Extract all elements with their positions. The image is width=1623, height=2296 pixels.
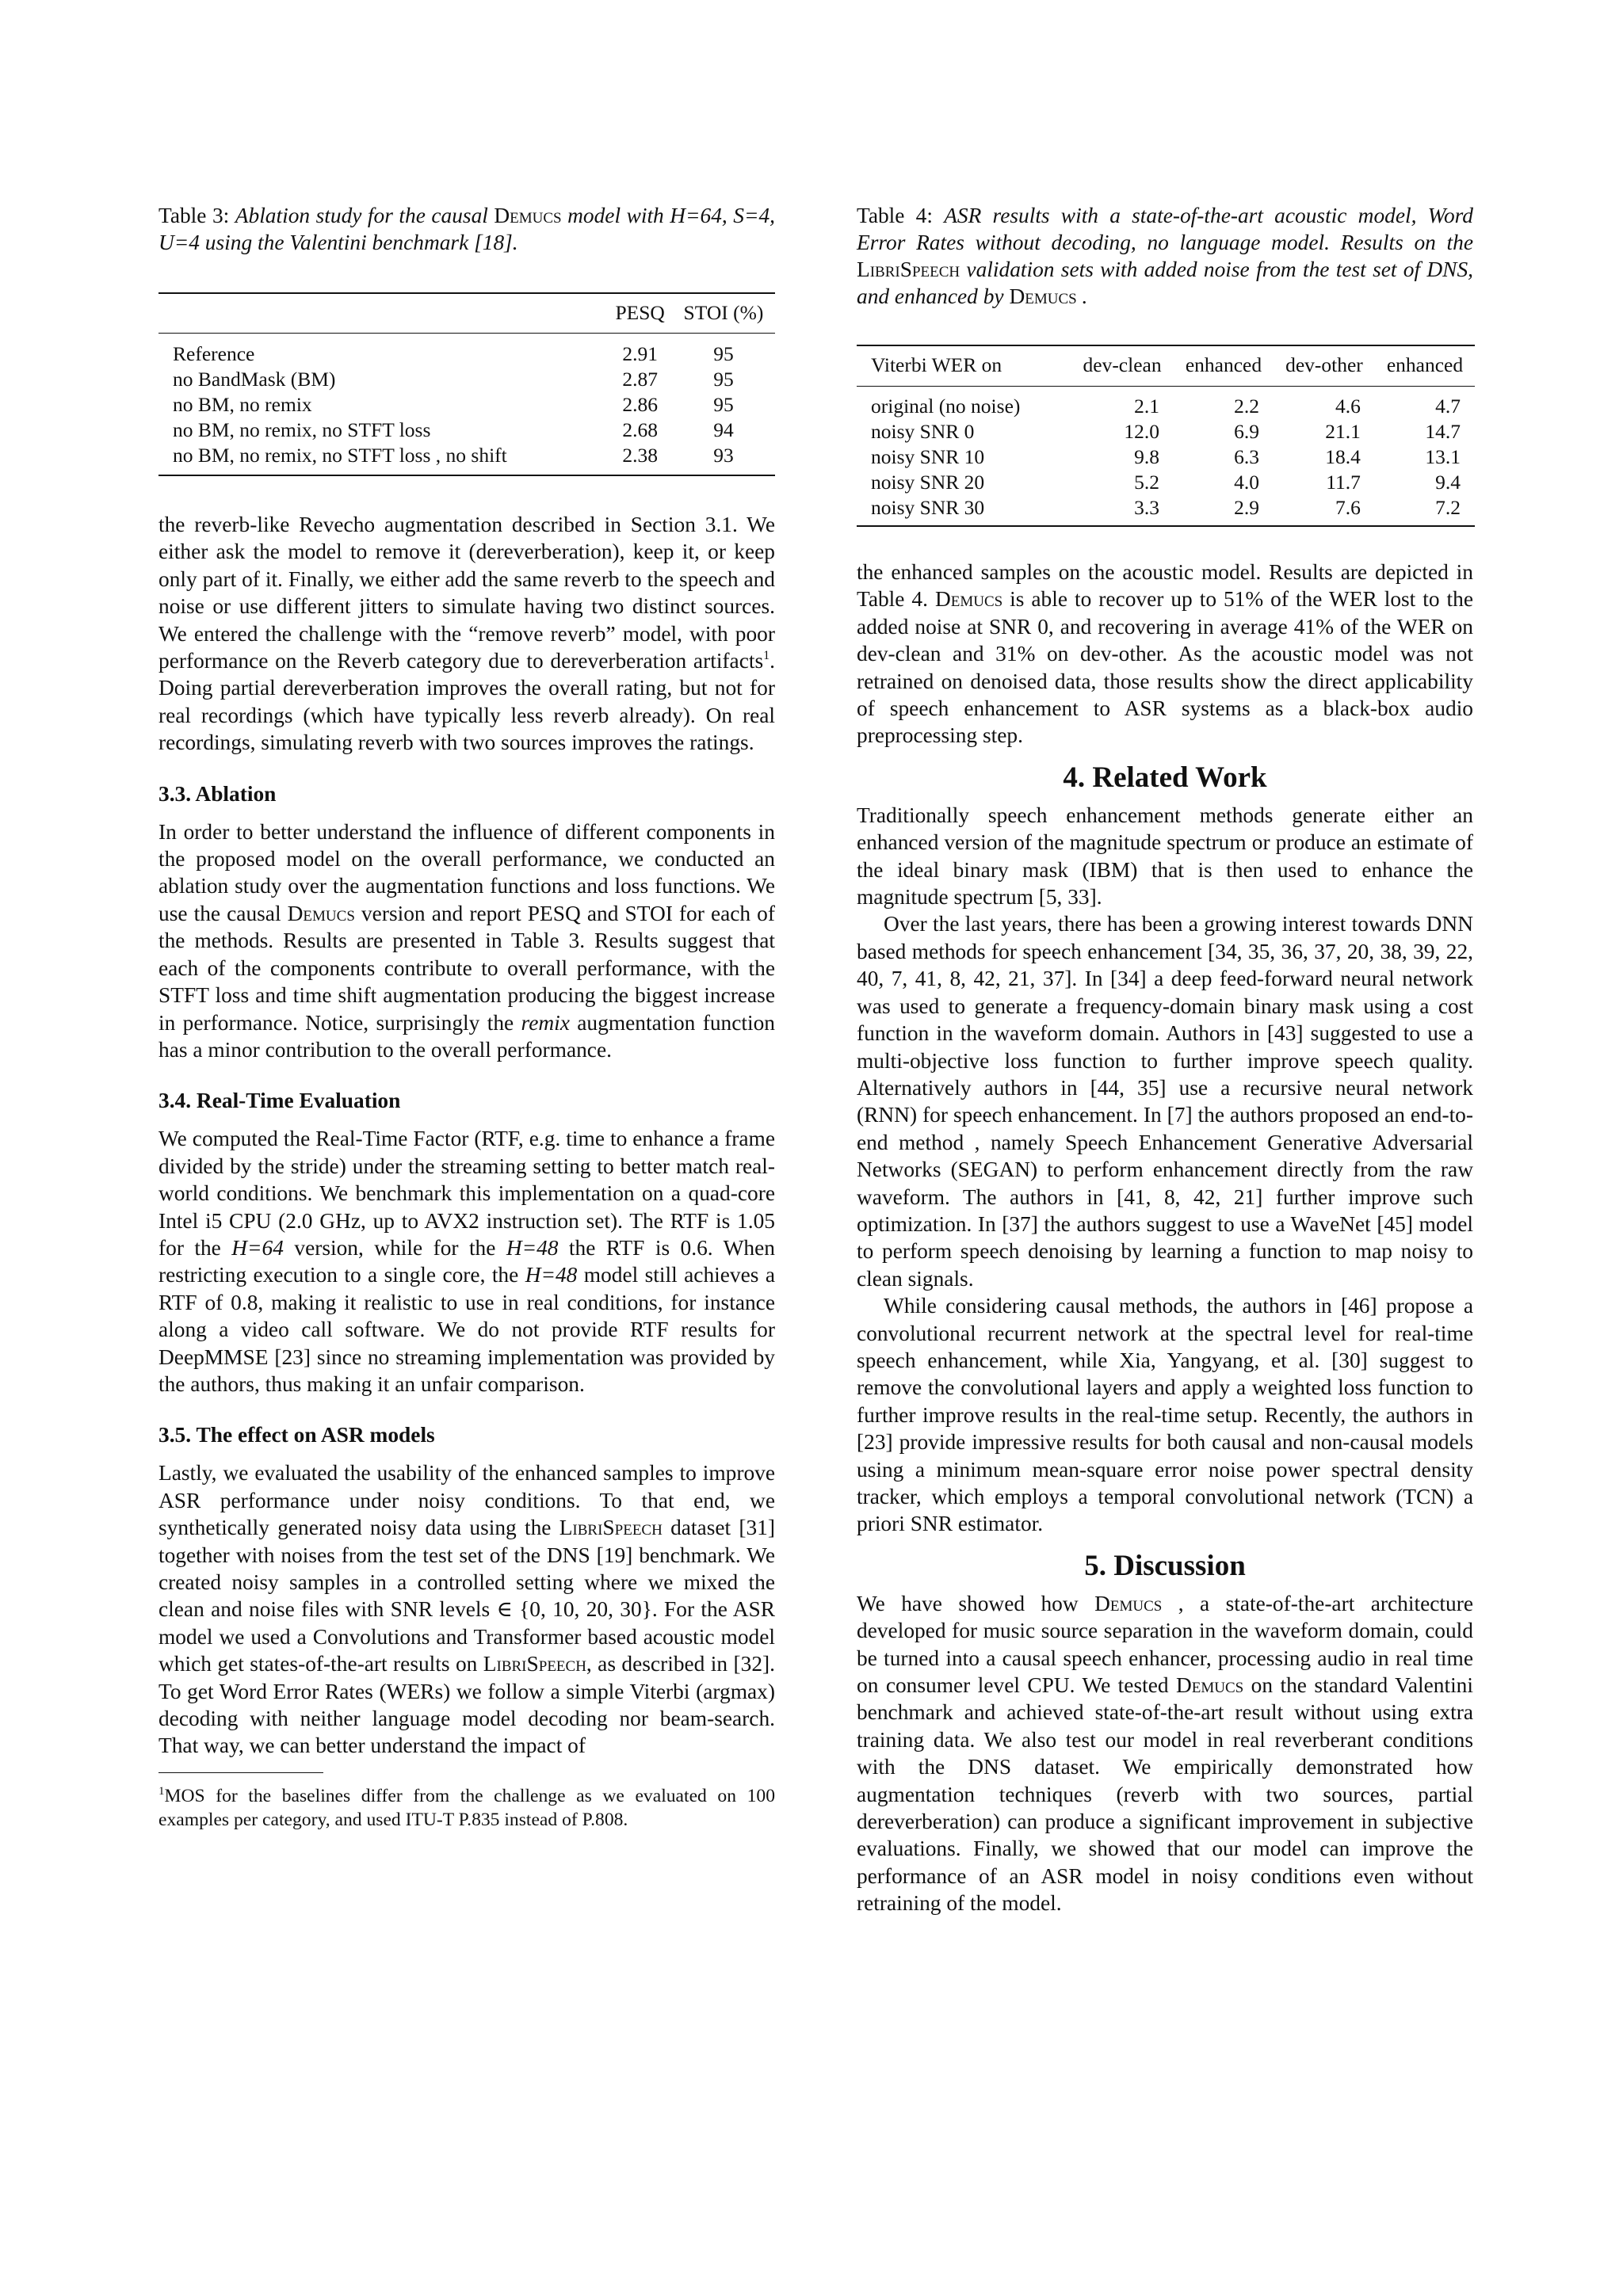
table3-row — [158, 367, 775, 392]
table4-row — [857, 495, 1475, 526]
table3-row — [158, 418, 775, 443]
librispeech-name: LibriSpeech — [559, 1516, 663, 1540]
table4-row — [857, 444, 1475, 470]
footnote-number: 1 — [158, 1784, 165, 1798]
asr-cont-text-1: the enhanced samples on the acoustic model. Results are depicted in Table 4. — [857, 560, 1473, 612]
table4-cell: 13.1 — [1425, 445, 1461, 468]
table4-header-enhanced-clean: enhanced — [1174, 345, 1274, 387]
table4-caption — [857, 202, 1473, 310]
paragraph-reverb-text: the reverb-like Revecho augmentation described in Section 3.1. We either ask the model to remove it (dereverberation), keep it, or keep only part of it. Finally, we either add the same reverb to the speech and noise or use different jitters to simulate having two distinct sources. We entered the challenge with the “remove reverb” model, with poor performance on the Reverb category due to dereverberation artifacts — [158, 513, 775, 673]
table3-header-pesq: PESQ — [608, 293, 671, 334]
table4-cell: 14.7 — [1425, 420, 1461, 443]
demucs-name-2: Demucs — [934, 587, 1003, 612]
asr-text-2: dataset [31] together with noises from the test set of the DNS [19] benchmark. We created noisy samples in a controlled setting where we mixed the clean and noise files with SNR levels ∈ {0, 10, 20, 30}. For the ASR model we used a Convolutions and Transformer based acoustic model which get states-of-the-art results on — [158, 1516, 775, 1676]
table3-caption-text: Ablation study for the causal Demucs model with H=64, S=4, U=4 using the Valentini benchmark [18]. — [158, 204, 776, 254]
table4-cell: noisy SNR 20 — [871, 471, 985, 494]
table4-cell: 11.7 — [1326, 471, 1361, 494]
table3-caption-label: Table 3: — [158, 204, 230, 227]
table4-caption-text: ASR results with a state-of-the-art acoustic model, Word Error Rates without decoding, no language model. Results on the LibriSpeech validation sets with added noise from the test set of DNS, and enhanced by Demucs . — [857, 204, 1473, 308]
paragraph-related-1: Traditionally speech enhancement methods generate either an enhanced version of the magnitude spectrum or produce an estimate of the ideal binary mask (IBM) that is then used to enhance the magnitude spectrum [5, 33]. — [857, 803, 1473, 910]
asr-cont-text-2: is able to recover up to 51% of the WER lost to the added noise at SNR 0, and recovering in average 41% of the WER on dev-clean and 31% on dev-other. As the acoustic model was not retrained on denoised data, those results show the direct applicability of speech enhancement to ASR systems as a black-box audio preprocessing step. — [857, 587, 1474, 748]
ablation-text-1: In order to better understand the influence of different components in the proposed model on the overall performance, we conducted an ablation study over the augmentation functions and loss functions. We use the causal — [158, 819, 775, 925]
demucs-name-4: Demucs — [1176, 1673, 1244, 1698]
table4-cell: 4.7 — [1435, 395, 1461, 418]
table4-cell: noisy SNR 30 — [871, 496, 985, 519]
paragraph-real-time — [158, 1125, 775, 1398]
table4-cell: 6.3 — [1234, 445, 1259, 468]
h48-math: H=48 — [506, 1235, 559, 1260]
table3-cell: 2.38 — [622, 444, 658, 467]
footnote-mark: 1 — [763, 649, 770, 663]
table3-caption — [158, 202, 775, 256]
disc-text-1: We have showed how — [857, 1591, 1095, 1615]
table3-cell: 93 — [713, 444, 734, 467]
ablation-text-2: version and report PESQ and STOI for each of the methods. Results are presented in Table 3. Results suggest that each of the components contribute to overall performance, with the STFT loss and time shift augmentation producing the biggest increase in performance. Notice, surprisingly the — [158, 901, 775, 1035]
table4-cell: noisy SNR 10 — [871, 445, 985, 468]
paragraph-reverb — [158, 511, 775, 757]
table4-header-enhanced-other: enhanced — [1375, 345, 1475, 387]
table4-row — [857, 387, 1475, 420]
table4-cell: 4.6 — [1335, 395, 1361, 418]
disc-text-3: on the standard Valentini benchmark and achieved state-of-the-art result without using extra training data. We also test our model in real reverberant conditions with the DNS dataset. We empirically demonstrated how augmentation techniques (reverb with two sources, partial dereverberation) can produce a significant improvement in subjective evaluations. Finally, we showed that our model can improve the performance of an ASR model in noisy conditions even without retraining of the model. — [857, 1673, 1473, 1916]
asr-text-3: , as described in [32]. To get Word Error Rates (WERs) we follow a simple Viterbi (argmax) decoding with neither language model decoding nor beam-search. That way, we can better understand the impact of — [158, 1652, 775, 1758]
table4-header-dev-other: dev-other — [1274, 345, 1375, 387]
table4-cell: 12.0 — [1124, 420, 1159, 443]
heading-real-time: 3.4. Real-Time Evaluation — [158, 1089, 401, 1113]
demucs-name-3: Demucs — [1094, 1591, 1163, 1615]
left-column — [158, 202, 775, 1832]
table3-body — [158, 334, 775, 476]
rt-text-1: We computed the Real-Time Factor (RTF, e.g. time to enhance a frame divided by the stride) under the streaming setting to better match real-world conditions. We benchmark this implementation on a quad-core Intel i5 CPU (2.0 GHz, up to AVX2 instruction set). The RTF is 1.05 for the — [158, 1127, 775, 1260]
paragraph-ablation — [158, 818, 775, 1064]
table4-cell: 3.3 — [1134, 496, 1159, 519]
table4-header-row — [857, 345, 1475, 387]
table3-cell: no BM, no remix — [173, 393, 312, 416]
table3-cell: 2.86 — [622, 393, 658, 416]
right-column — [857, 202, 1473, 1917]
table3-cell: no BandMask (BM) — [173, 368, 336, 391]
table4-row — [857, 470, 1475, 495]
rt-text-2: version, while for the — [283, 1235, 506, 1260]
table3-cell: Reference — [173, 342, 255, 365]
table4-cell: 2.2 — [1234, 395, 1259, 418]
table4-cell: 2.1 — [1134, 395, 1159, 418]
table3 — [158, 292, 775, 476]
remix-term: remix — [521, 1010, 570, 1035]
table3-cell: 95 — [713, 393, 734, 416]
paragraph-related-3: While considering causal methods, the authors in [46] propose a convolutional recurrent network at the spectral level for real-time speech enhancement, while Xia, Yangyang, et al. [30] suggest to remove the convolutional layers and apply a weighted loss function to further improve results in the real-time setup. Recently, the authors in [23] provide impressive results for both causal and non-causal models using a minimum mean-square error noise power spectral density tracker, which employs a temporal convolutional network (TCN) a priori SNR estimator. — [857, 1294, 1473, 1536]
rt-text-4: model still achieves a RTF of 0.8, making it realistic to use in real conditions, for instance along a video call software. We do not provide RTF results for DeepMMSE [23] since no streaming implementation was provided by the authors, thus making it an unfair comparison. — [158, 1263, 775, 1396]
librispeech-name-2: LibriSpeech — [483, 1652, 586, 1676]
table3-cell: 95 — [713, 342, 734, 365]
table4 — [857, 345, 1475, 527]
rt-text-3: the RTF is 0.6. When restricting execution to a single core, the — [158, 1235, 775, 1287]
table3-cell: no BM, no remix, no STFT loss — [173, 418, 431, 441]
table3-row — [158, 334, 775, 368]
paragraph-asr — [158, 1459, 775, 1759]
footnote-text: MOS for the baselines differ from the challenge as we evaluated on 100 examples per category, and used ITU-T P.835 instead of P.808. — [158, 1785, 775, 1830]
heading-discussion: 5. Discussion — [1084, 1549, 1246, 1582]
asr-text-1: Lastly, we evaluated the usability of the enhanced samples to improve ASR performance under noisy conditions. To that end, we synthetically generated noisy data using the — [158, 1461, 775, 1540]
table4-cell: 2.9 — [1234, 496, 1259, 519]
table4-cell: 7.2 — [1435, 496, 1461, 519]
table3-row — [158, 392, 775, 418]
table4-cell: 5.2 — [1134, 471, 1159, 494]
heading-asr: 3.5. The effect on ASR models — [158, 1423, 435, 1447]
table4-cell: 21.1 — [1325, 420, 1361, 443]
paragraph-reverb-end: . Doing partial dereverberation improves the overall rating, but not for real recordings (which have typically less reverb already). On real recordings, simulating reverb with two sources improves the ratings. — [158, 649, 775, 755]
table3-cell: 2.68 — [622, 418, 658, 441]
table4-cell: 4.0 — [1234, 471, 1259, 494]
table3-header-method — [158, 293, 608, 334]
table3-cell: 2.87 — [622, 368, 658, 391]
heading-ablation: 3.3. Ablation — [158, 781, 277, 806]
table4-header-dev-clean: dev-clean — [1071, 345, 1174, 387]
table3-cell: 2.91 — [622, 342, 658, 365]
table3-cell: 95 — [713, 368, 734, 391]
table3-cell: no BM, no remix, no STFT loss , no shift — [173, 444, 507, 467]
table4-cell: original (no noise) — [871, 395, 1021, 418]
table4-cell: 9.4 — [1435, 471, 1461, 494]
table3-row — [158, 443, 775, 475]
table4-cell: 6.9 — [1234, 420, 1259, 443]
table3-cell: 94 — [713, 418, 734, 441]
table3-header-row — [158, 293, 775, 334]
footnote — [158, 1779, 775, 1832]
table4-cell: 7.6 — [1335, 496, 1361, 519]
table4-row — [857, 419, 1475, 444]
footnote-rule — [158, 1772, 323, 1773]
table3-header-stoi: STOI (%) — [672, 293, 775, 334]
table4-cell: 9.8 — [1134, 445, 1159, 468]
table4-header-condition: Viterbi WER on — [857, 345, 1071, 387]
table4-cell: noisy SNR 0 — [871, 420, 975, 443]
table4-cell: 18.4 — [1325, 445, 1361, 468]
paragraph-asr-continued — [857, 559, 1473, 749]
h48-math-2: H=48 — [525, 1263, 578, 1287]
table4-caption-label: Table 4: — [857, 204, 933, 227]
paragraph-discussion — [857, 1590, 1473, 1917]
demucs-name: Demucs — [287, 901, 355, 925]
h64-math: H=64 — [231, 1235, 284, 1260]
paragraph-related-2: Over the last years, there has been a growing interest towards DNN based methods for speech enhancement [34, 35, 36, 37, 20, 38, 39, 22, 40, 7, 41, 8, 42, 21, 37]. In [34] a deep feed-forward neural network was used to generate a frequency-domain binary mask using a cost function in the waveform domain. Authors in [43] suggested to use a multi-objective loss function to further improve speech quality. Alternatively authors in [44, 35] use a recursive neural network (RNN) for speech enhancement. In [7] the authors proposed an end-to-end method , namely Speech Enhancement Generative Adversarial Networks (SEGAN) to perform enhancement directly from the raw waveform. The authors in [41, 8, 42, 21] further improve such optimization. In [37] the authors suggest to use a WaveNet [45] model to perform speech denoising by learning a function to map noisy to clean signals. — [857, 912, 1473, 1291]
disc-text-2: , a state-of-the-art architecture developed for music source separation in the waveform domain, could be turned into a causal speech enhancer, processing audio in real time on consumer level CPU. We tested — [857, 1591, 1473, 1698]
ablation-text-3: augmentation function has a minor contribution to the overall performance. — [158, 1010, 775, 1062]
heading-related-work: 4. Related Work — [1063, 761, 1267, 794]
table4-body — [857, 387, 1475, 527]
